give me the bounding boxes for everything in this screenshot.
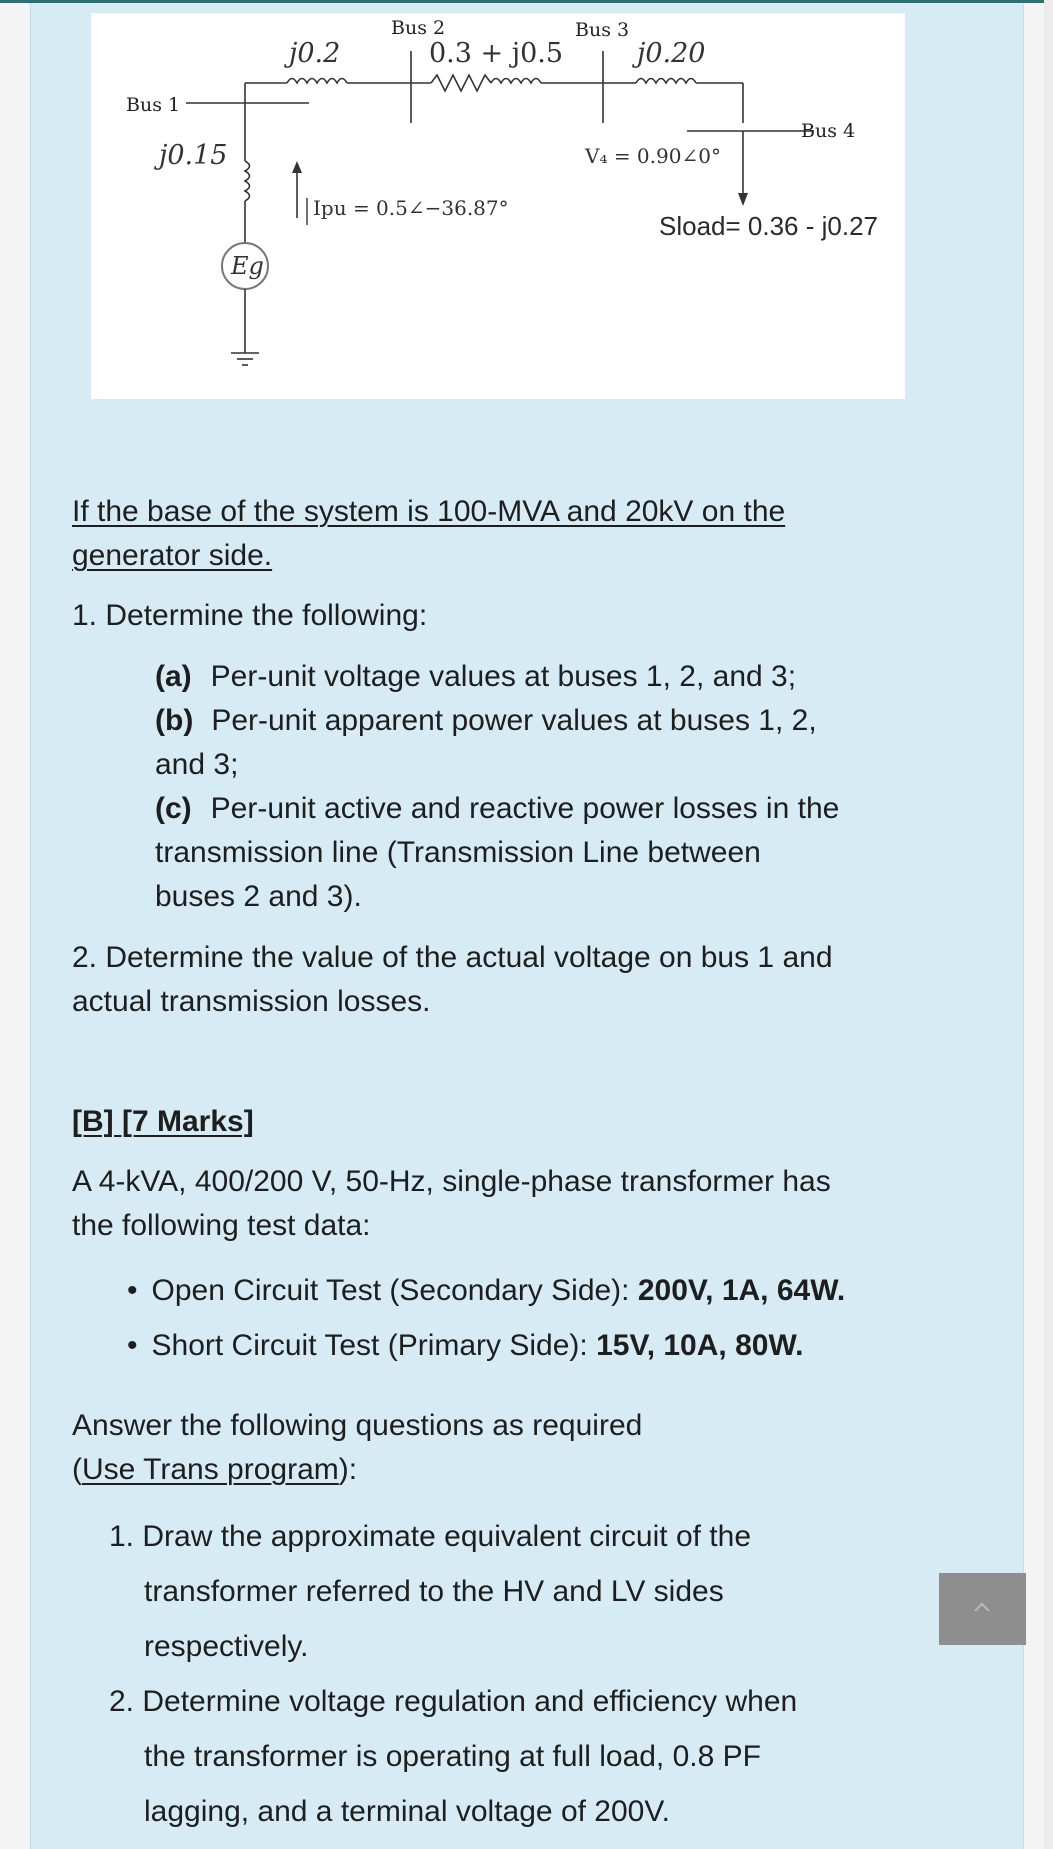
b-question1-line3: respectively.	[144, 1630, 309, 1663]
bus1-label: Bus 1	[126, 94, 181, 116]
chevron-up-icon	[972, 1600, 992, 1614]
base-statement-line2: generator side.	[72, 539, 273, 572]
impedance-j02-label: j0.2	[289, 38, 341, 69]
b-question2-line3: lagging, and a terminal voltage of 200V.	[144, 1795, 670, 1828]
subitem-c	[155, 787, 839, 831]
bullet-icon: •	[127, 1329, 138, 1362]
scrollbar-track[interactable]	[1044, 0, 1053, 1849]
voltage-label: V₄ = 0.90∠0°	[585, 144, 721, 168]
test-open-value: 200V, 1A, 64W.	[637, 1274, 846, 1307]
paren-close: ):	[338, 1453, 358, 1486]
circuit-diagram	[91, 13, 905, 399]
subitem-c-cont2: buses 2 and 3).	[155, 880, 362, 913]
subitem-c-cont1: transmission line (Transmission Line between	[155, 836, 761, 869]
b-question1-line1: 1. Draw the approximate equivalent circuit of the	[109, 1520, 751, 1553]
resistor-line	[431, 75, 491, 91]
subitem-a	[155, 655, 796, 699]
section-b-heading: [B] [7 Marks]	[72, 1105, 254, 1138]
test-item-open-circuit	[127, 1269, 845, 1313]
impedance-j015-label: j0.15	[159, 140, 228, 171]
test-item-short-circuit	[127, 1324, 803, 1368]
subitem-b	[155, 699, 817, 743]
answer-instruction-line2	[72, 1448, 357, 1492]
subitem-c-tag: (c)	[155, 792, 192, 825]
bullet-icon: •	[127, 1274, 138, 1307]
inductor-j020	[636, 79, 696, 84]
transformer-intro-line1: A 4-kVA, 400/200 V, 50-Hz, single-phase transformer has	[72, 1165, 831, 1198]
question2-line1: 2. Determine the value of the actual voltage on bus 1 and	[72, 941, 833, 974]
question1-heading: 1. Determine the following:	[72, 599, 428, 632]
circuit-svg	[91, 13, 905, 399]
paren-open: (	[72, 1453, 82, 1486]
subitem-a-text: Per-unit voltage values at buses 1, 2, and 3;	[210, 660, 797, 693]
inductor-line	[491, 79, 541, 84]
subitem-b-tag: (b)	[155, 704, 194, 737]
test-short-label: Short Circuit Test (Primary Side):	[151, 1329, 597, 1362]
bus2-label: Bus 2	[391, 17, 446, 39]
inductor-j015	[245, 161, 250, 201]
bus3-label: Bus 3	[575, 19, 630, 41]
impedance-line-label: 0.3 + j0.5	[429, 38, 564, 69]
b-question2-line1: 2. Determine voltage regulation and efficiency when	[109, 1685, 798, 1718]
subitem-b-text1: Per-unit apparent power values at buses 1, 2,	[211, 704, 817, 737]
subitem-a-tag: (a)	[155, 660, 192, 693]
b-question2-line2: the transformer is operating at full load, 0.8 PF	[144, 1740, 761, 1773]
impedance-j020-label: j0.20	[637, 38, 706, 69]
test-short-value: 15V, 10A, 80W.	[596, 1329, 804, 1362]
load-label: Sload= 0.36 - j0.27	[659, 211, 878, 241]
b-question1-line2: transformer referred to the HV and LV sides	[144, 1575, 724, 1608]
question2-line2: actual transmission losses.	[72, 985, 431, 1018]
scroll-to-top-button[interactable]	[939, 1573, 1026, 1645]
subitem-c-text1: Per-unit active and reactive power losses in the	[210, 792, 840, 825]
current-label: Ipu = 0.5∠−36.87°	[313, 196, 509, 220]
inductor-j02	[287, 79, 347, 84]
load-arrow	[738, 193, 748, 206]
content-panel	[30, 3, 1024, 1849]
transformer-intro-line2: the following test data:	[72, 1209, 371, 1242]
generator-label: Eg	[231, 252, 264, 280]
base-statement-line1: If the base of the system is 100-MVA and 20kV on the	[72, 495, 786, 528]
answer-instruction-line1: Answer the following questions as required	[72, 1409, 643, 1442]
bus4-label: Bus 4	[801, 120, 856, 142]
test-open-label: Open Circuit Test (Secondary Side):	[151, 1274, 638, 1307]
trans-program-link[interactable]: Use Trans program	[82, 1453, 339, 1486]
subitem-b-cont: and 3;	[155, 748, 239, 781]
